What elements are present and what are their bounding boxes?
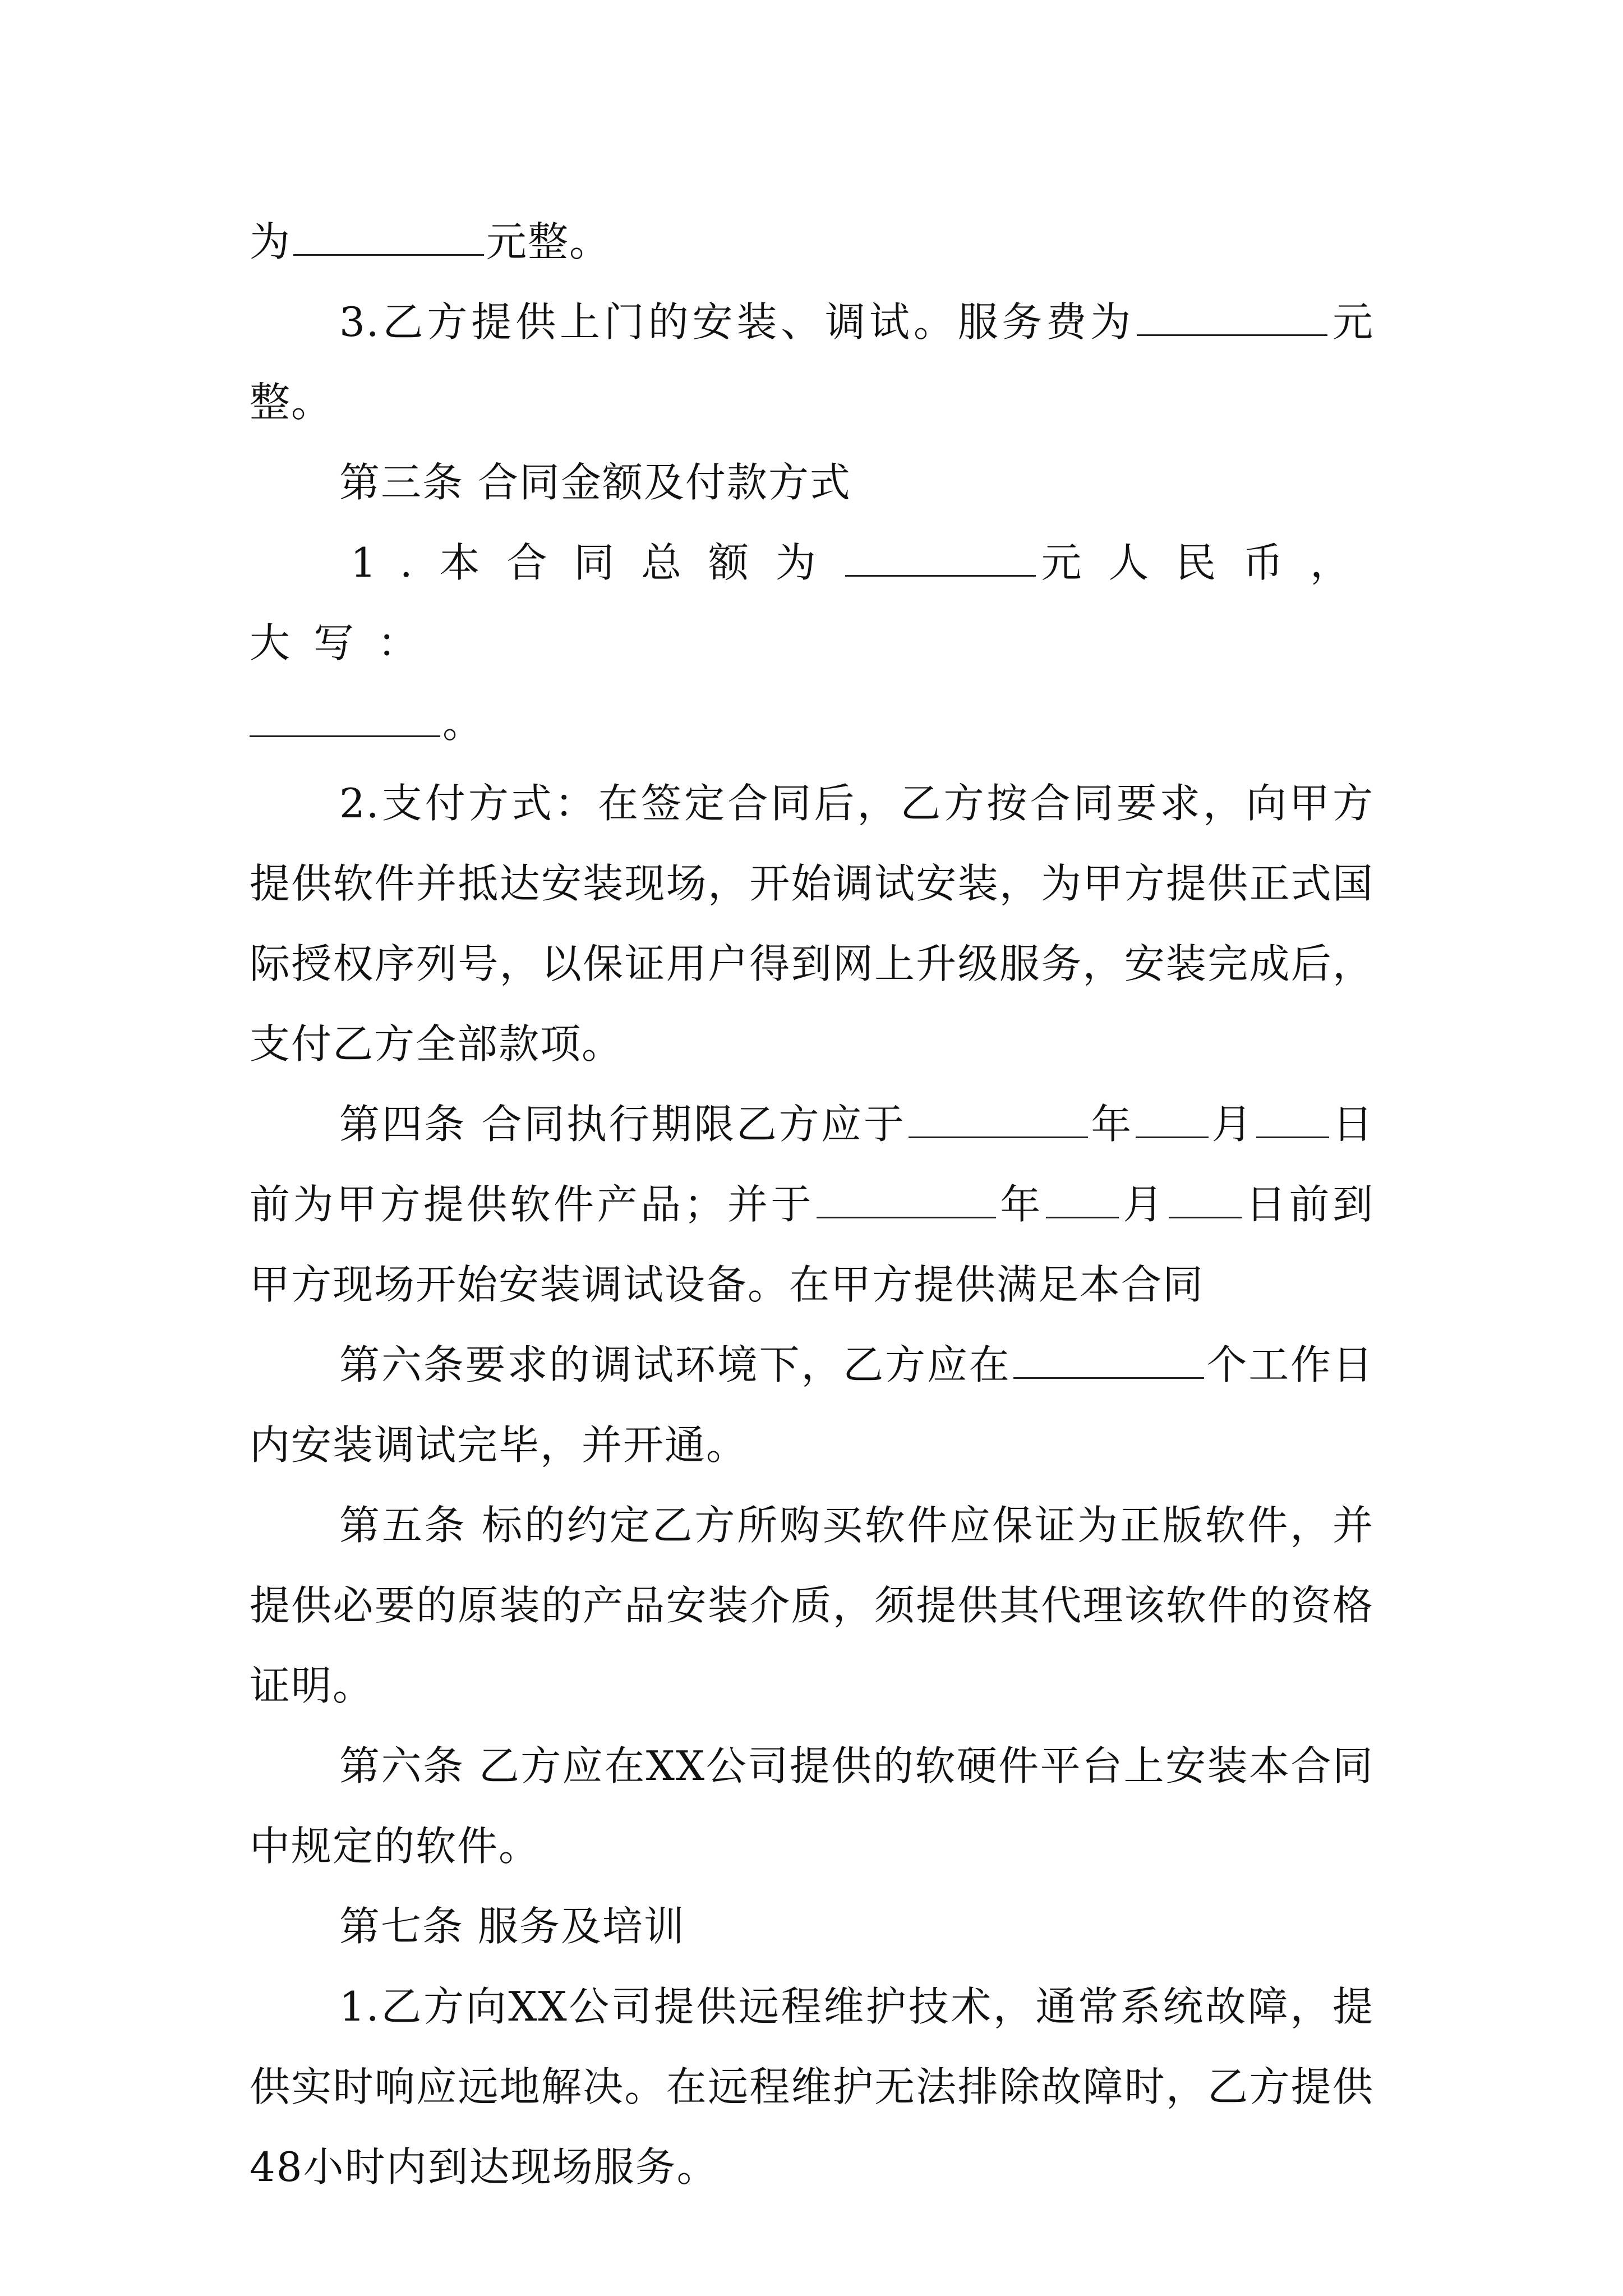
text-segment: 第六条要求的调试环境下，乙方应在 (339, 1341, 1011, 1388)
text-segment: 3.乙方提供上门的安装、调试。服务费为 (339, 298, 1135, 346)
blank-field[interactable] (1169, 1183, 1242, 1218)
document-body (250, 202, 1374, 2207)
text-segment: 元人民币，大写： (250, 539, 1374, 666)
text-segment: 年 (998, 1181, 1044, 1228)
text-segment: 。 (442, 700, 485, 747)
text-segment: 2.支付方式：在签定合同后，乙方按合同要求，向甲方提供软件并抵达安装现场，开始调试安装，为甲方提供正式国际授权序列号，以保证用户得到网上升级服务，安装完成后，支付乙方全部款项。 (250, 780, 1374, 1068)
paragraph-debug-environment (250, 1325, 1374, 1485)
text-segment: 第三条 合同金额及付款方式 (339, 459, 851, 506)
article-4-execution-period (250, 1084, 1374, 1325)
text-segment: 元整。 (486, 218, 611, 265)
text-segment: 第五条 标的约定乙方所购买软件应保证为正版软件，并提供必要的原装的产品安装介质，须提供其代理该软件的资格证明。 (250, 1502, 1374, 1709)
blank-field[interactable] (909, 1103, 1088, 1138)
text-segment: 月 (1121, 1181, 1166, 1228)
blank-field[interactable] (1137, 301, 1327, 336)
text-segment: 元整。 (250, 298, 1374, 426)
paragraph-amount-continued (250, 202, 1374, 282)
blank-field[interactable] (845, 541, 1036, 577)
text-segment: 第六条 乙方应在XX公司提供的软硬件平台上安装本合同中规定的软件。 (250, 1742, 1374, 1870)
blank-field[interactable] (1046, 1183, 1119, 1218)
text-segment: 为 (250, 218, 292, 265)
article-5-subject (250, 1485, 1374, 1726)
blank-field[interactable] (1013, 1343, 1204, 1379)
text-segment: 第七条 服务及培训 (339, 1903, 685, 1950)
article-3-heading (250, 443, 1374, 523)
blank-field[interactable] (817, 1183, 996, 1218)
text-segment: 个工作日内安装调试完毕，并开通。 (250, 1341, 1374, 1469)
article-7-heading (250, 1887, 1374, 1967)
paragraph-payment-method (250, 763, 1374, 1084)
blank-field[interactable] (293, 220, 484, 256)
blank-field[interactable] (1136, 1103, 1209, 1138)
article-6-installation (250, 1726, 1374, 1887)
text-segment: 日前为甲方提供软件产品；并于 (250, 1101, 1374, 1228)
text-segment: 第四条 合同执行期限乙方应于 (339, 1101, 906, 1148)
text-segment: 1.乙方向XX公司提供远程维护技术，通常系统故障，提供实时响应远地解决。在远程维护无法排除故障时，乙方提供48小时内到达现场服务。 (250, 1983, 1374, 2191)
text-segment: 日前到甲方现场开始安装调试设备。在甲方提供满足本合同 (250, 1181, 1374, 1308)
text-segment: 月 (1210, 1101, 1255, 1148)
blank-field[interactable] (250, 702, 440, 737)
text-segment: 年 (1090, 1101, 1133, 1148)
blank-field[interactable] (1256, 1103, 1329, 1138)
paragraph-total-amount (250, 523, 1374, 763)
paragraph-remote-maintenance (250, 1967, 1374, 2207)
text-segment: 1.本合同总额为 (351, 539, 843, 586)
paragraph-installation-fee (250, 282, 1374, 443)
